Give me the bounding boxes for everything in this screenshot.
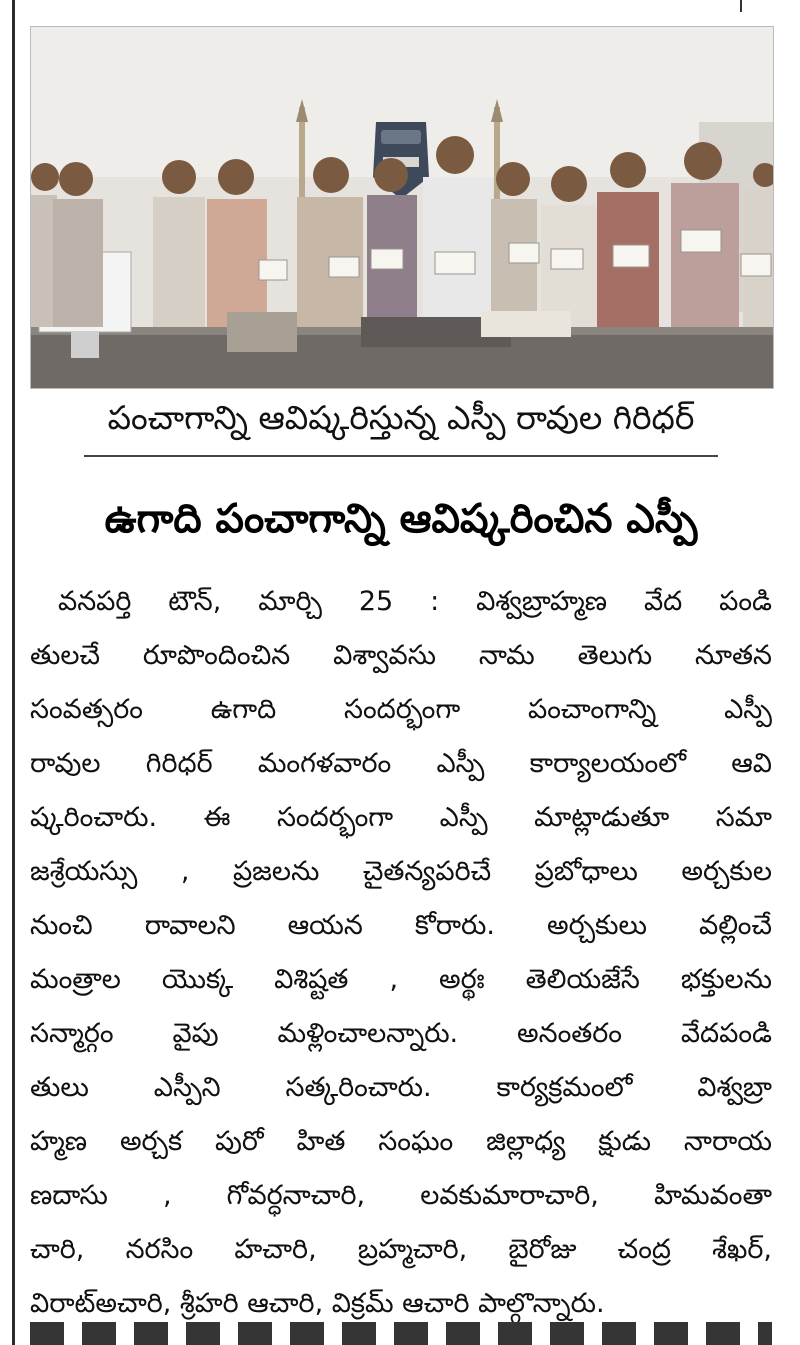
- photo-caption: పంచాగాన్ని ఆవిష్కరిస్తున్న ఎస్పీ రావుల గిరిధర్: [107, 398, 695, 437]
- body-line: ణదాసు , గోవర్ధనాచారి, లవకుమారాచారి, హిమవంతా: [30, 1180, 772, 1211]
- body-line: జశ్రేయస్సు , ప్రజలను చైతన్యపరిచే ప్రబోధాలు అర్చకుల: [30, 856, 772, 887]
- body-line: ష్కరించారు. ఈ సందర్భంగా ఎస్పీ మాట్లాడుతూ సమా: [30, 802, 772, 833]
- body-line: నుంచి రావాలని ఆయన కోరారు. అర్చకులు వల్లించే: [30, 910, 772, 941]
- body-line: హ్మణ అర్చక పురో హిత సంఘం జిల్లాధ్య క్షుడు నారాయ: [30, 1126, 772, 1157]
- body-line: తులు ఎస్పీని సత్కరించారు. కార్యక్రమంలో విశ్వబ్రా: [30, 1072, 772, 1103]
- body-line: తులచే రూపొందించిన విశ్వావసు నామ తెలుగు నూతన: [30, 640, 772, 671]
- news-photo: [30, 26, 774, 389]
- body-line: సన్మార్గం వైపు మళ్లించాలన్నారు. అనంతరం వేదపండి: [30, 1018, 772, 1049]
- top-divider: [740, 0, 742, 12]
- next-headline-cutoff: [30, 1322, 772, 1345]
- article-body: [30, 575, 772, 1331]
- body-line: విరాట్అచారి, శ్రీహరి ఆచారి, విక్రమ్ ఆచారి పాల్గొన్నారు.: [30, 1288, 605, 1319]
- article-headline: ఉగాది పంచాగాన్ని ఆవిష్కరించిన ఎస్పీ: [104, 496, 698, 542]
- caption-divider: [84, 455, 718, 457]
- body-line: వనపర్తి టౌన్, మార్చి 25 : విశ్వబ్రాహ్మణ వేద పండి: [58, 586, 772, 617]
- body-line: సంవత్సరం ఉగాది సందర్భంగా పంచాంగాన్ని ఎస్పీ: [30, 694, 772, 725]
- body-line: మంత్రాల యొక్క విశిష్టత , అర్థః తెలియజేసే భక్తులను: [30, 964, 772, 995]
- column-divider: [12, 0, 15, 1345]
- body-line: చారి, నరసిం హచారి, బ్రహ్మచారి, బైరోజు చంద్ర శేఖర్,: [30, 1234, 772, 1265]
- body-line: రావుల గిరిధర్ మంగళవారం ఎస్పీ కార్యాలయంలో ఆవి: [30, 748, 772, 779]
